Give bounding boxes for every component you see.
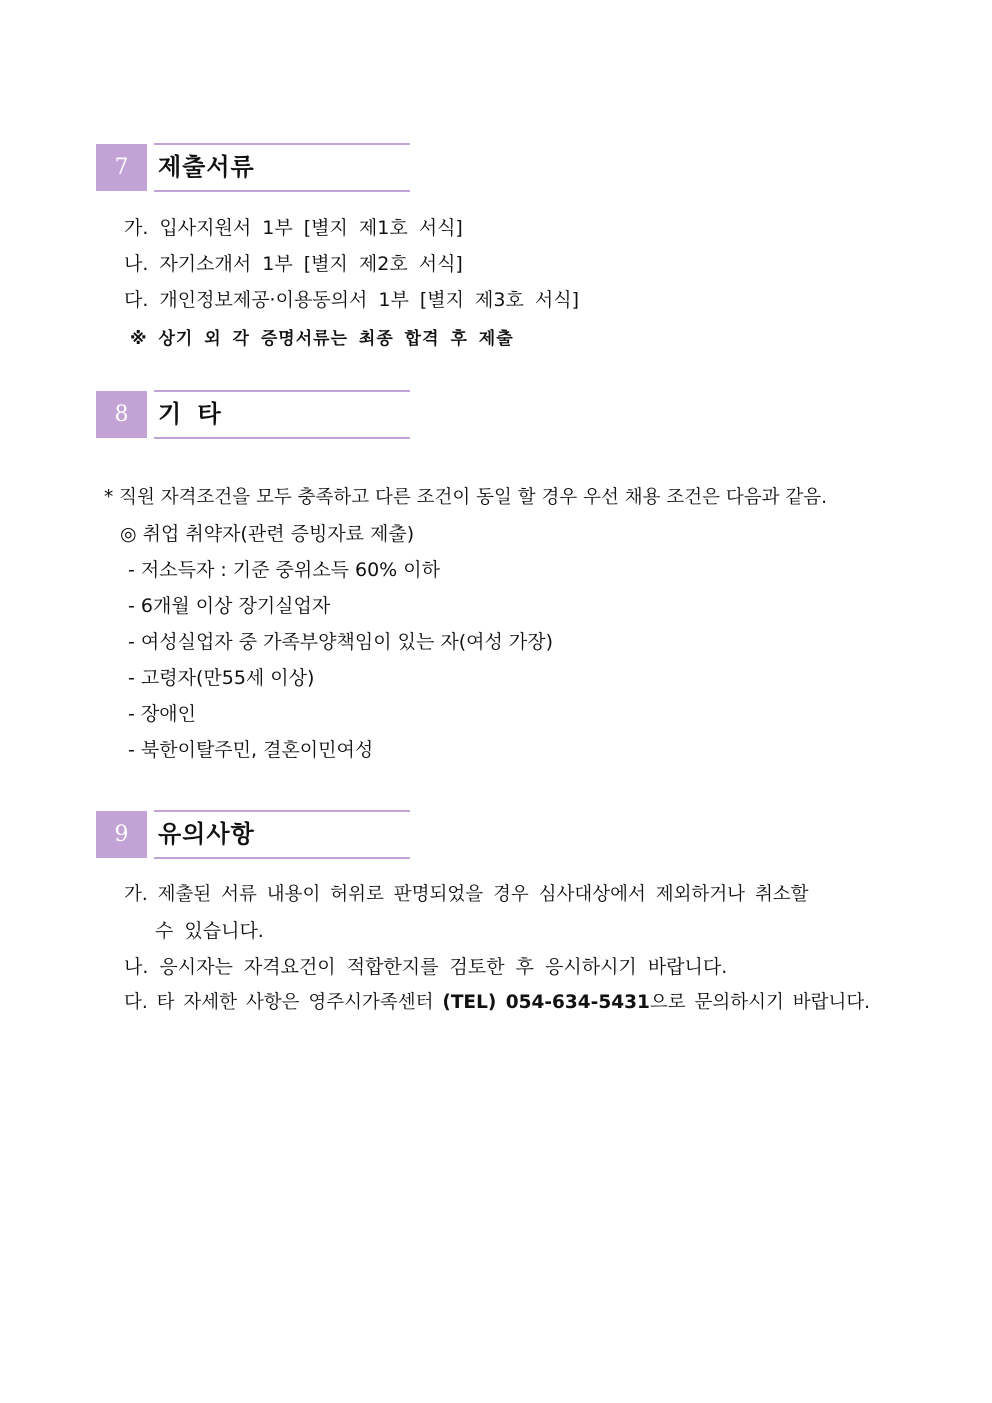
priority-intro: * 직원 자격조건을 모두 충족하고 다른 조건이 동일 할 경우 우선 채용 조건은 다음과 같음. <box>104 487 827 508</box>
list-item: - 장애인 <box>128 703 196 725</box>
section-8-header <box>96 390 410 439</box>
list-item: 가. 제출된 서류 내용이 허위로 판명되었을 경우 심사대상에서 제외하거나 취소할 <box>124 884 809 905</box>
list-item: 가. 입사지원서 1부 [별지 제1호 서식] <box>124 217 463 239</box>
contact-suffix: 으로 문의하시기 바랍니다. <box>649 992 871 1013</box>
contact-phone: (TEL) 054-634-5431 <box>442 992 650 1013</box>
list-item: 나. 응시자는 자격요건이 적합한지를 검토한 후 응시하시기 바랍니다. <box>124 956 728 978</box>
list-item: 나. 자기소개서 1부 [별지 제2호 서식] <box>124 253 463 275</box>
contact-prefix: 다. 타 자세한 사항은 영주시가족센터 <box>124 992 443 1013</box>
section-number-badge: 9 <box>96 811 147 858</box>
list-item: - 고령자(만55세 이상) <box>128 667 315 689</box>
section-title-frame <box>154 143 410 192</box>
section-7-header <box>96 143 410 192</box>
list-item-continuation: 수 있습니다. <box>155 920 264 942</box>
contact-line <box>124 991 870 1015</box>
section-title: 기 타 <box>158 400 222 428</box>
list-item: - 여성실업자 중 가족부양책임이 있는 자(여성 가장) <box>128 631 553 653</box>
section-title-frame <box>154 810 410 859</box>
section-title: 제출서류 <box>158 153 255 181</box>
list-item: - 6개월 이상 장기실업자 <box>128 595 331 617</box>
submission-note: ※ 상기 외 각 증명서류는 최종 합격 후 제출 <box>130 329 514 349</box>
list-item: 다. 개인정보제공·이용동의서 1부 [별지 제3호 서식] <box>124 289 580 311</box>
section-title: 유의사항 <box>158 820 255 848</box>
section-title-frame <box>154 390 410 439</box>
section-number-badge: 7 <box>96 144 147 191</box>
section-9-header <box>96 810 410 859</box>
list-item: - 저소득자 : 기준 중위소득 60% 이하 <box>128 559 440 581</box>
list-item: - 북한이탈주민, 결혼이민여성 <box>128 739 374 761</box>
group-heading: ◎ 취업 취약자(관련 증빙자료 제출) <box>120 523 415 545</box>
section-number-badge: 8 <box>96 391 147 438</box>
